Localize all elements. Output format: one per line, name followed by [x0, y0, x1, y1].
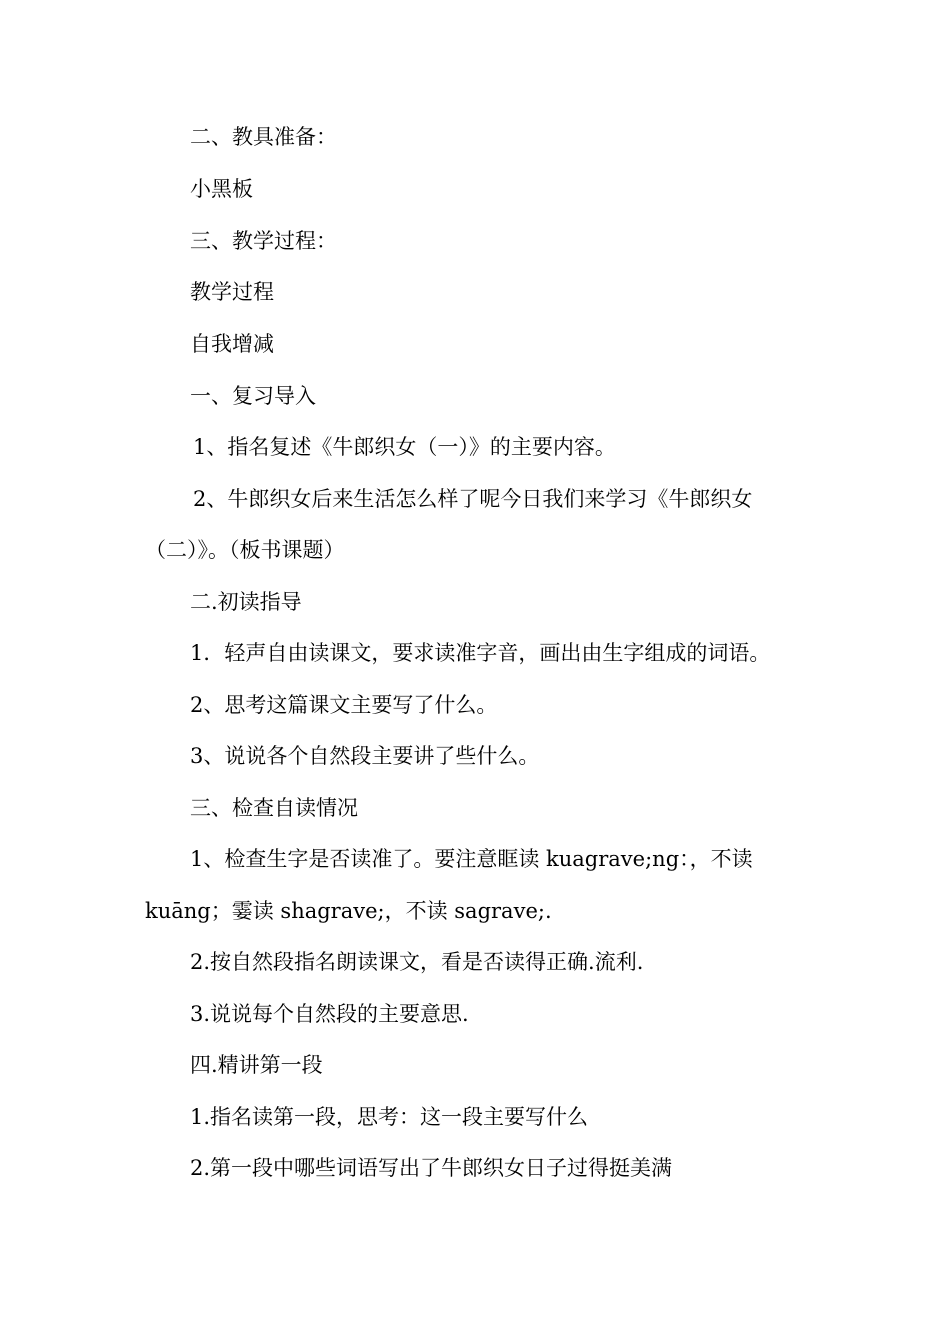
- section-heading-self-reading-check: 三、检查自读情况: [190, 796, 358, 820]
- paragraph: 1.指名读第一段，思考：这一段主要写什么: [190, 1105, 589, 1129]
- paragraph: 1、指名复述《牛郎织女（一）》的主要内容。: [193, 435, 616, 459]
- paragraph: 教学过程: [190, 280, 274, 304]
- paragraph: 小黑板: [190, 177, 253, 201]
- paragraph: 2、牛郎织女后来生活怎么样了呢今日我们来学习《牛郎织女: [193, 487, 753, 511]
- paragraph: 1、检查生字是否读准了。要注意眶读 kuagrave;ng：，不读: [190, 847, 753, 871]
- section-heading-first-reading: 二.初读指导: [190, 590, 302, 614]
- paragraph: 3、说说各个自然段主要讲了些什么。: [190, 744, 540, 768]
- paragraph-continuation: kuāng；霎读 shagrave;，不读 sagrave;.: [145, 899, 552, 923]
- paragraph: 2、思考这篇课文主要写了什么。: [190, 693, 498, 717]
- paragraph: 2.按自然段指名朗读课文，看是否读得正确.流利.: [190, 950, 644, 974]
- paragraph-continuation: （二）》。（板书课题）: [145, 538, 345, 562]
- section-heading-teaching-process: 三、教学过程：: [190, 229, 337, 253]
- paragraph: 3.说说每个自然段的主要意思.: [190, 1002, 469, 1026]
- section-heading-first-section: 四.精讲第一段: [190, 1053, 323, 1077]
- paragraph: 2.第一段中哪些词语写出了牛郎织女日子过得挺美满: [190, 1156, 673, 1180]
- paragraph: 1．轻声自由读课文，要求读准字音，画出由生字组成的词语。: [190, 641, 771, 665]
- paragraph: 自我增减: [190, 332, 274, 356]
- section-heading-teaching-aids: 二、教具准备：: [190, 125, 337, 149]
- section-heading-review: 一、复习导入: [190, 384, 316, 408]
